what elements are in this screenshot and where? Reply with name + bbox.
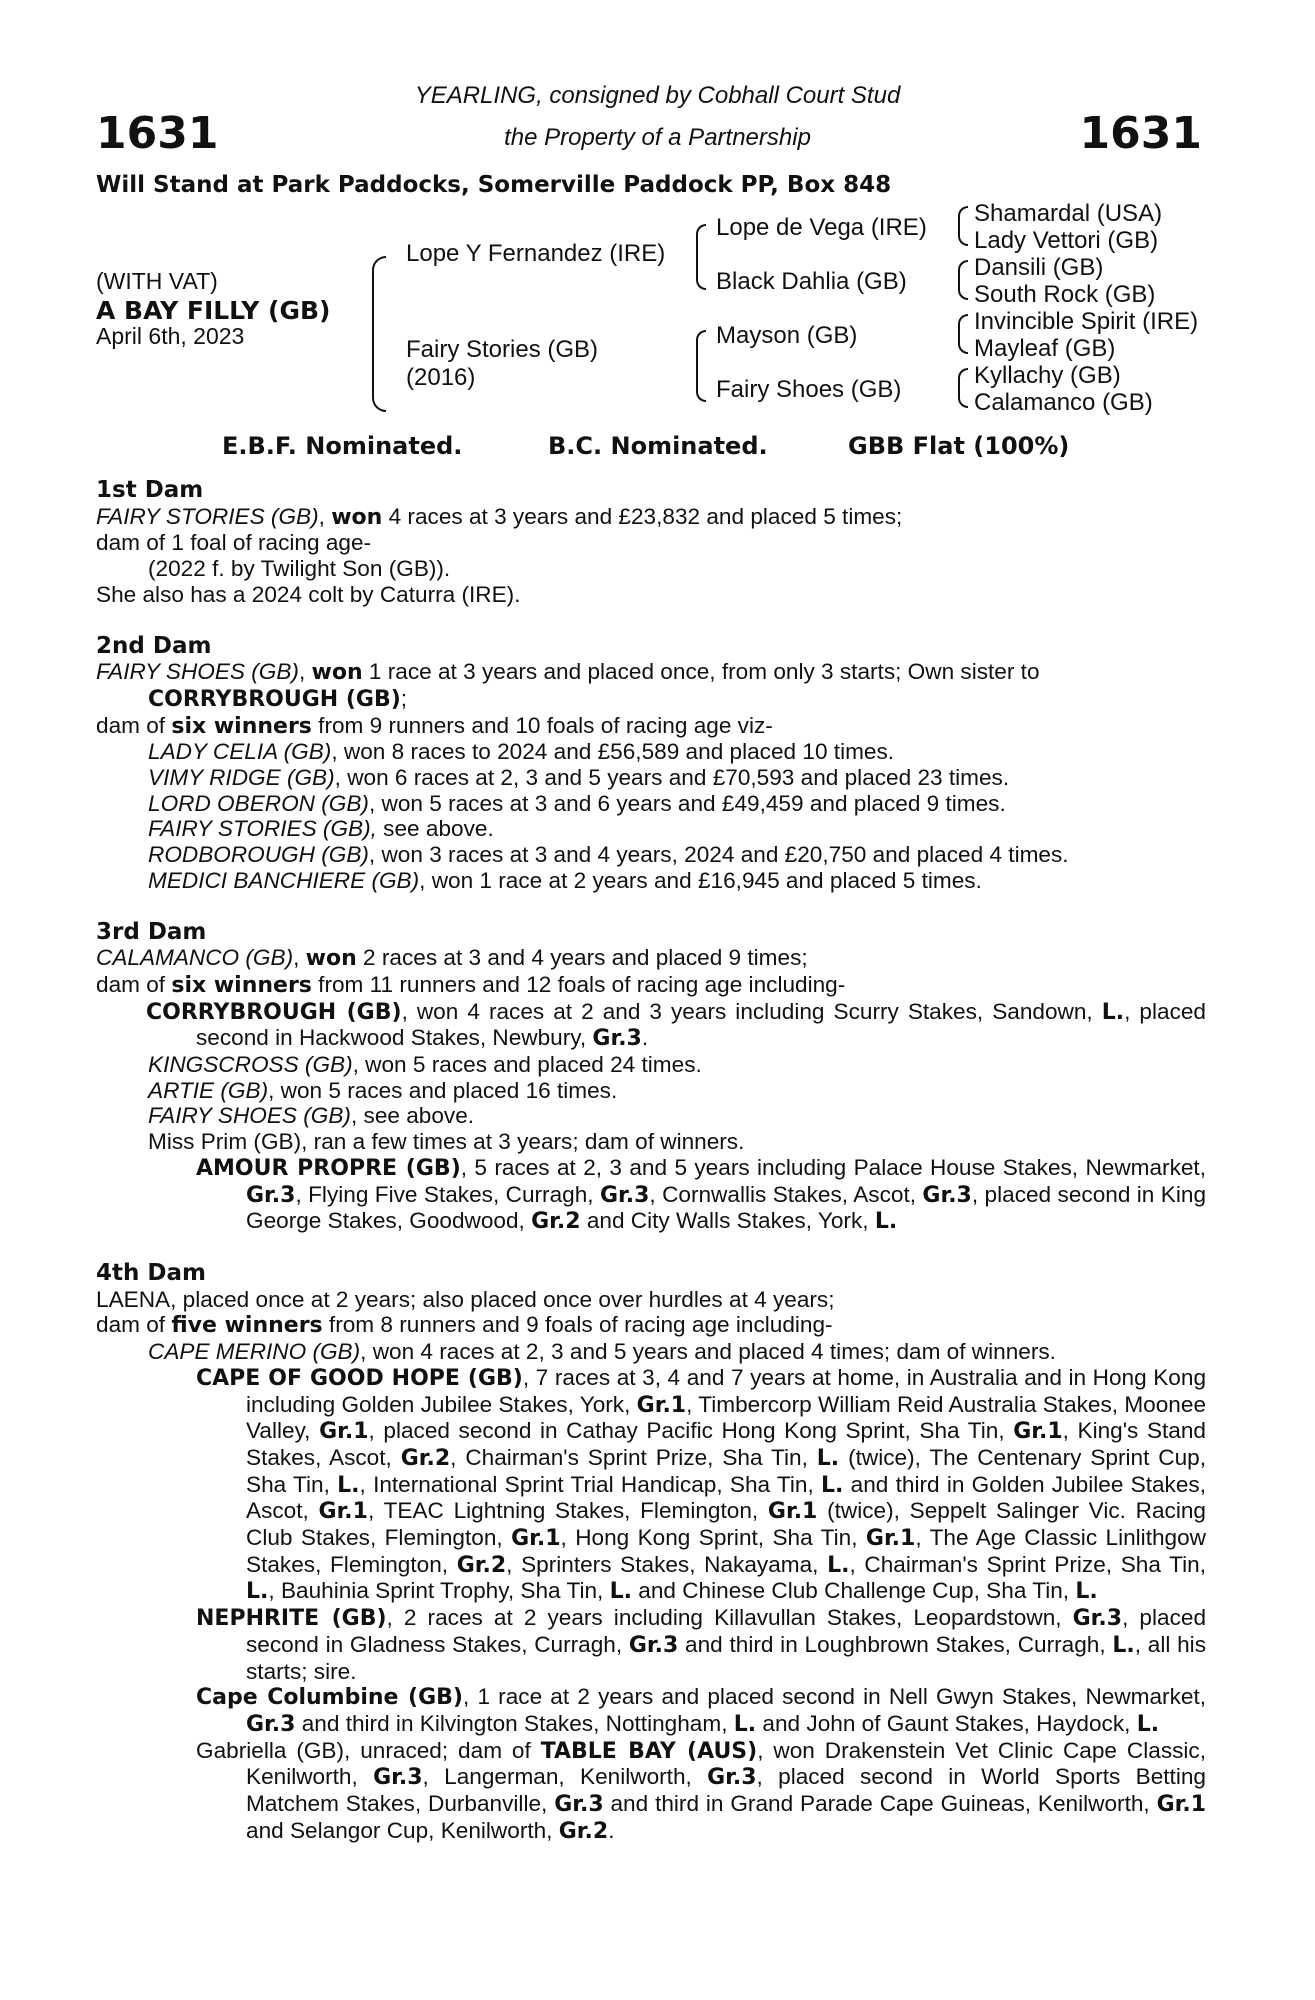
- third-dam-line: CALAMANCO (GB), won 2 races at 3 and 4 years and placed 9 times;: [96, 945, 808, 972]
- lot-number-left: 1631: [96, 108, 219, 159]
- kingscross-name: KINGSCROSS (GB): [148, 1052, 353, 1078]
- second-dam-semi: ;: [400, 685, 408, 711]
- black-type-mark: Gr.3: [554, 1792, 604, 1818]
- artie-name: ARTIE (GB): [148, 1077, 269, 1103]
- black-type-mark: Gr.3: [373, 1765, 423, 1791]
- record-text: , 1 race at 2 years and placed second in Nell Gwyn Stakes, Newmarket,: [462, 1684, 1206, 1710]
- record-text: and Selangor Cup, Kenilworth,: [246, 1817, 559, 1843]
- artie-record: , won 5 races and placed 16 times.: [268, 1077, 618, 1103]
- black-type-mark: Gr.1: [511, 1526, 561, 1552]
- record-text: , Hong Kong Sprint, Sha Tin,: [560, 1525, 866, 1551]
- record-text: , International Sprint Trial Handicap, Sha Tin,: [359, 1471, 822, 1497]
- black-type-mark: L.: [733, 1711, 757, 1737]
- group-mark: Gr.3: [599, 1182, 650, 1208]
- cape-columbine-entry: [96, 1684, 1206, 1737]
- black-type-mark: Gr.3: [707, 1765, 757, 1791]
- sire-dam: Black Dahlia (GB): [716, 268, 907, 295]
- fairy-shoes-ref: , see above.: [350, 1103, 475, 1129]
- progeny-row: [96, 816, 1206, 842]
- progeny-name: FAIRY STORIES (GB),: [148, 816, 377, 842]
- record-text: and John of Gaunt Stakes, Haydock,: [756, 1710, 1137, 1736]
- record-text: , placed second in Gladness Stakes, Curragh,: [246, 1605, 1207, 1657]
- record-text: , placed second in King George Stakes, Goodwood,: [246, 1181, 1207, 1234]
- fairy-shoes-entry: [96, 1103, 1206, 1129]
- granddam-2: Lady Vettori (GB): [974, 227, 1159, 254]
- record-text: , placed second in Cathay Pacific Hong Kong Sprint, Sha Tin,: [368, 1418, 1014, 1444]
- progeny-name: VIMY RIDGE (GB): [148, 765, 335, 791]
- record-text: , Langerman, Kenilworth,: [422, 1764, 708, 1790]
- third-dam-name: CALAMANCO (GB): [96, 945, 294, 971]
- amour-propre-entry: [96, 1155, 1206, 1235]
- record-text: , 5 races at 2, 3 and 5 years including Palace House Stakes, Newmarket,: [460, 1154, 1206, 1180]
- grandsire-3: Dansili (GB): [974, 254, 1104, 281]
- record-text: , 2 races at 2 years including Killavullan Stakes, Leopardstown,: [386, 1605, 1073, 1631]
- group-mark: Gr.2: [531, 1209, 581, 1235]
- record-text: , Chairman's Sprint Prize, Sha Tin,: [450, 1444, 817, 1470]
- cape-columbine-name: Cape Columbine (GB): [196, 1685, 463, 1711]
- property-line: the Property of a Partnership: [504, 124, 811, 151]
- cape-of-good-hope-entry: [96, 1365, 1206, 1605]
- dam-of-pre: dam of: [96, 971, 172, 997]
- granddam-6: Mayleaf (GB): [974, 335, 1116, 362]
- gabriella-entry: [96, 1738, 1206, 1845]
- fourth-dam-heading: 4th Dam: [96, 1259, 206, 1286]
- record-text: , King's Stand Stakes, Ascot,: [246, 1418, 1206, 1470]
- black-type-mark: L.: [1136, 1711, 1160, 1737]
- stand-line: Will Stand at Park Paddocks, Somerville Paddock PP, Box 848: [96, 172, 892, 198]
- dam-of-pre: dam of: [96, 712, 172, 738]
- black-type-mark: Gr.1: [318, 1499, 368, 1525]
- third-dam-heading: 3rd Dam: [96, 918, 207, 945]
- grandsire-7: Kyllachy (GB): [974, 362, 1121, 389]
- granddam-4: South Rock (GB): [974, 281, 1156, 308]
- black-type-mark: L.: [246, 1579, 269, 1605]
- third-dam-record: 2 races at 3 and 4 years and placed 9 times;: [356, 945, 808, 971]
- dam-year: (2016): [406, 364, 476, 391]
- dam-of-post: from 8 runners and 9 foals of racing age including-: [322, 1312, 833, 1338]
- record-text: , Cornwallis Stakes, Ascot,: [649, 1181, 923, 1207]
- kingscross-entry: [96, 1052, 1206, 1078]
- fourth-dam-produce: [96, 1312, 1206, 1339]
- progeny-name: RODBOROUGH (GB): [148, 842, 369, 868]
- black-type-mark: Gr.3: [628, 1632, 679, 1658]
- black-type-mark: Gr.1: [767, 1499, 818, 1525]
- record-text: (twice), The Centenary Sprint Cup, Sha Tin,: [246, 1444, 1206, 1497]
- sire-brace: [696, 224, 706, 290]
- kingscross-record: , won 5 races and placed 24 times.: [352, 1052, 702, 1078]
- first-dam-foals: dam of 1 foal of racing age-: [96, 530, 372, 556]
- first-dam-name: FAIRY STORIES (GB): [96, 503, 319, 529]
- progeny-record: , won 8 races to 2024 and £56,589 and placed 10 times.: [331, 739, 895, 765]
- granddam-8: Calamanco (GB): [974, 389, 1153, 416]
- first-dam-won: won: [331, 504, 383, 530]
- second-dam-line: FAIRY SHOES (GB), won 1 race at 3 years and placed once, from only 3 starts; Own sister to: [96, 659, 1040, 686]
- second-dam-won: won: [311, 660, 363, 686]
- progeny-row: [96, 842, 1206, 868]
- black-type-mark: Gr.1: [1156, 1792, 1206, 1818]
- corrybrough-name: CORRYBROUGH (GB): [146, 999, 402, 1025]
- black-type-mark: Gr.1: [636, 1392, 687, 1418]
- fourth-dam-line: LAENA, placed once at 2 years; also placed once over hurdles at 4 years;: [96, 1286, 835, 1312]
- listed-mark: L.: [874, 1209, 898, 1235]
- black-type-mark: Gr.1: [319, 1419, 369, 1445]
- dam-brace: [696, 330, 706, 402]
- third-dam-produce: [96, 972, 1206, 999]
- progeny-row: [96, 868, 1206, 894]
- table-bay-name: TABLE BAY (AUS): [540, 1738, 758, 1764]
- cape-merino-name: CAPE MERINO (GB): [148, 1339, 361, 1365]
- dam-of-post: from 9 runners and 10 foals of racing age viz-: [311, 712, 773, 738]
- group-mark: Gr.3: [592, 1026, 642, 1052]
- second-dam-sister-line: [96, 686, 1206, 713]
- record-text: , TEAC Lightning Stakes, Flemington,: [367, 1498, 768, 1524]
- first-dam-line: FAIRY STORIES (GB), won 4 races at 3 years and £23,832 and placed 5 times;: [96, 503, 903, 530]
- first-dam-also: She also has a 2024 colt by Caturra (IRE).: [96, 581, 521, 607]
- black-type-mark: Gr.2: [400, 1445, 451, 1471]
- g-brace-3: [958, 314, 968, 354]
- horse-dob: April 6th, 2023: [96, 323, 245, 349]
- progeny-record: , won 1 race at 2 years and £16,945 and placed 5 times.: [419, 867, 982, 893]
- record-text: , The Age Classic Linlithgow Stakes, Flemington,: [246, 1525, 1206, 1577]
- bc-nomination: B.C. Nominated.: [548, 432, 768, 460]
- black-type-mark: Gr.1: [1013, 1419, 1063, 1445]
- black-type-mark: Gr.2: [456, 1552, 507, 1578]
- progeny-record: , won 3 races at 3 and 4 years, 2024 and £20,750 and placed 4 times.: [368, 842, 1069, 868]
- dam-name: Fairy Stories (GB): [406, 336, 599, 363]
- record-text: (twice), Seppelt Salinger Vic. Racing Club Stakes, Flemington,: [246, 1498, 1206, 1551]
- record-text: and Chinese Club Challenge Cup, Sha Tin,: [631, 1578, 1076, 1604]
- progeny-record: , won 6 races at 2, 3 and 5 years and £70,593 and placed 23 times.: [334, 765, 1010, 791]
- gbb-flat: GBB Flat (100%): [848, 432, 1070, 460]
- nephrite-name: NEPHRITE (GB): [196, 1606, 387, 1632]
- record-text: , 7 races at 3, 4 and 7 years at home, in Australia and in Hong Kong including Golden Jubilee Stakes, York,: [246, 1364, 1207, 1417]
- record-text: , placed second in World Sports Betting Matchem Stakes, Durbanville,: [246, 1764, 1206, 1817]
- vat-label: (WITH VAT): [96, 268, 218, 294]
- lot-number-right: 1631: [1079, 108, 1202, 159]
- progeny-record: , won 5 races at 3 and 6 years and £49,459 and placed 9 times.: [368, 790, 1006, 816]
- corrybrough-record: , won 4 races at 2 and 3 years including Scurry Stakes, Sandown,: [401, 998, 1093, 1024]
- second-dam-heading: 2nd Dam: [96, 632, 212, 659]
- second-dam-sister: CORRYBROUGH (GB): [148, 686, 401, 712]
- corrybrough-record-2: , placed second in Hackwood Stakes, Newbury,: [196, 998, 1206, 1051]
- pedigree-brace-main: [372, 256, 386, 412]
- corrybrough-end: .: [641, 1025, 649, 1051]
- first-dam-foal-entry: (2022 f. by Twilight Son (GB)).: [148, 556, 451, 582]
- record-text: , Chairman's Sprint Prize, Sha Tin,: [849, 1551, 1206, 1577]
- g-brace-2: [958, 260, 968, 300]
- nephrite-entry: [96, 1605, 1206, 1684]
- horse-name: A BAY FILLY (GB): [96, 296, 331, 325]
- first-dam-heading: 1st Dam: [96, 477, 204, 503]
- second-dam-produce: [96, 713, 1206, 740]
- black-type-mark: L.: [1112, 1632, 1135, 1658]
- g-brace-4: [958, 368, 968, 408]
- black-type-mark: L.: [827, 1552, 850, 1578]
- sire-name: Lope Y Fernandez (IRE): [406, 240, 666, 267]
- artie-entry: [96, 1078, 1206, 1104]
- third-dam-won: won: [305, 946, 357, 972]
- black-type-mark: L.: [821, 1472, 844, 1498]
- black-type-mark: Gr.2: [558, 1818, 609, 1844]
- record-text: , Timbercorp William Reid Australia Stakes, Moonee Valley,: [246, 1391, 1207, 1444]
- black-type-mark: Gr.1: [865, 1526, 916, 1552]
- listed-mark: L.: [1101, 999, 1125, 1025]
- record-text: and third in Kilvington Stakes, Nottingham,: [295, 1710, 734, 1736]
- gabriella-intro: Gabriella (GB), unraced; dam of: [196, 1737, 541, 1763]
- amour-propre-name: AMOUR PROPRE (GB): [196, 1155, 461, 1181]
- record-text: , all his starts; sire.: [246, 1631, 1206, 1684]
- progeny-row: [96, 765, 1206, 791]
- record-text: and third in Grand Parade Cape Guineas, Kenilworth,: [603, 1791, 1157, 1817]
- progeny-row: [96, 739, 1206, 765]
- record-text: , Flying Five Stakes, Curragh,: [295, 1181, 600, 1207]
- progeny-row: [96, 791, 1206, 817]
- dam-of-winners: five winners: [171, 1313, 323, 1339]
- dam-dam: Fairy Shoes (GB): [716, 376, 902, 403]
- dam-sire: Mayson (GB): [716, 322, 858, 349]
- dam-of-post: from 11 runners and 12 foals of racing age including-: [311, 971, 846, 997]
- miss-prim-entry: Miss Prim (GB), ran a few times at 3 years; dam of winners.: [148, 1129, 745, 1155]
- record-text: , Bauhinia Sprint Trophy, Sha Tin,: [268, 1578, 610, 1604]
- black-type-mark: L.: [1075, 1579, 1098, 1605]
- dam-of-pre: dam of: [96, 1312, 172, 1338]
- cape-merino-record: , won 4 races at 2, 3 and 5 years and placed 4 times; dam of winners.: [360, 1339, 1056, 1365]
- record-text: , Sprinters Stakes, Nakayama,: [506, 1551, 828, 1577]
- black-type-mark: L.: [609, 1579, 632, 1605]
- second-dam-record: 1 race at 3 years and placed once, from only 3 starts; Own sister to: [362, 659, 1040, 685]
- record-text: and third in Loughbrown Stakes, Curragh,: [678, 1631, 1113, 1657]
- progeny-name: LORD OBERON (GB): [148, 790, 369, 816]
- progeny-record: see above.: [376, 816, 494, 842]
- dam-of-winners: six winners: [171, 713, 312, 739]
- progeny-name: MEDICI BANCHIERE (GB): [148, 867, 420, 893]
- black-type-mark: Gr.3: [246, 1711, 296, 1737]
- dam-of-winners: six winners: [171, 972, 312, 998]
- record-text: and third in Golden Jubilee Stakes, Ascot,: [246, 1471, 1206, 1524]
- record-text: and City Walls Stakes, York,: [580, 1208, 875, 1234]
- cape-merino-entry: [96, 1339, 1206, 1365]
- record-text: , won Drakenstein Vet Clinic Cape Classic, Kenilworth,: [246, 1737, 1207, 1790]
- fairy-shoes-name: FAIRY SHOES (GB): [148, 1103, 351, 1129]
- corrybrough-entry: [96, 999, 1206, 1052]
- second-dam-name: FAIRY SHOES (GB): [96, 659, 299, 685]
- first-dam-record: 4 races at 3 years and £23,832 and placed 5 times;: [382, 503, 903, 529]
- progeny-name: LADY CELIA (GB): [148, 739, 332, 765]
- grandsire-5: Invincible Spirit (IRE): [974, 308, 1199, 335]
- consignor-line: YEARLING, consigned by Cobhall Court Stud: [414, 82, 901, 109]
- g-brace-1: [958, 206, 968, 246]
- cape-of-good-hope-name: CAPE OF GOOD HOPE (GB): [196, 1365, 523, 1391]
- group-mark: Gr.3: [246, 1182, 296, 1208]
- record-text: .: [608, 1817, 615, 1843]
- grandsire-1: Shamardal (USA): [974, 200, 1163, 227]
- group-mark: Gr.3: [922, 1182, 972, 1208]
- black-type-mark: Gr.3: [1072, 1606, 1123, 1632]
- black-type-mark: L.: [337, 1472, 360, 1498]
- catalogue-body: [96, 478, 1206, 1844]
- ebf-nomination: E.B.F. Nominated.: [222, 432, 463, 460]
- black-type-mark: L.: [816, 1445, 840, 1471]
- sire-sire: Lope de Vega (IRE): [716, 214, 927, 241]
